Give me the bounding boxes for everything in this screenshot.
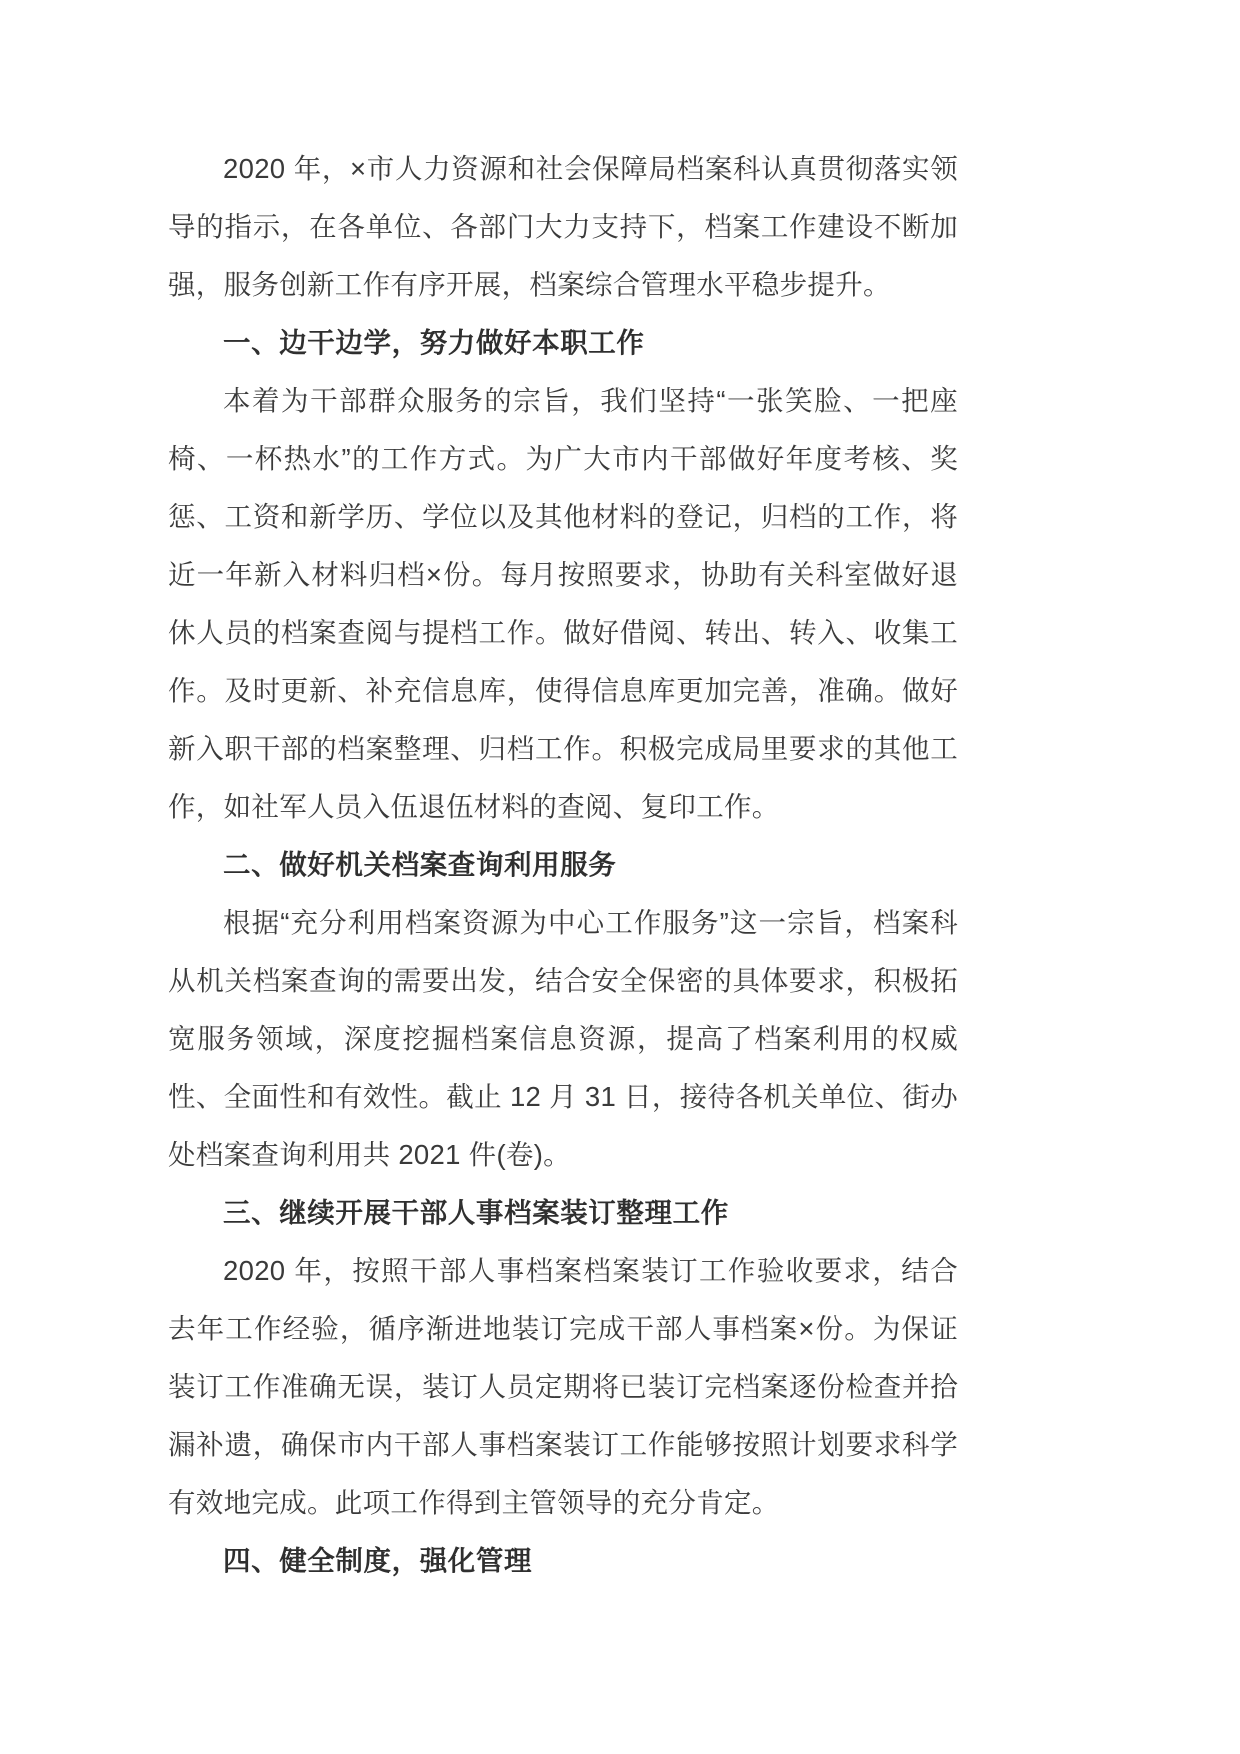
section-heading-2: 二、做好机关档案查询利用服务 (223, 849, 617, 880)
intro-paragraph: 2020 年，×市人力资源和社会保障局档案科认真贯彻落实领导的指示，在各单位、各部门大力支持下，档案工作建设不断加强，服务创新工作有序开展，档案综合管理水平稳步提升。 (168, 153, 958, 300)
section-heading-4: 四、健全制度，强化管理 (223, 1545, 533, 1576)
section-1-paragraph: 本着为干部群众服务的宗旨，我们坚持“一张笑脸、一把座椅、一杯热水”的工作方式。为广大市内干部做好年度考核、奖惩、工资和新学历、学位以及其他材料的登记，归档的工作，将近一年新入材料归档×份。每月按照要求，协助有关科室做好退休人员的档案查阅与提档工作。做好借阅、转出、转入、收集工作。及时更新、补充信息库，使得信息库更加完善，准确。做好新入职干部的档案整理、归档工作。积极完成局里要求的其他工作，如社军人员入伍退伍材料的查阅、复印工作。 (168, 385, 958, 822)
document-body (168, 140, 958, 1590)
section-3-paragraph: 2020 年，按照干部人事档案档案装订工作验收要求，结合去年工作经验，循序渐进地装订完成干部人事档案×份。为保证装订工作准确无误，装订人员定期将已装订完档案逐份检查并拾漏补遗，确保市内干部人事档案装订工作能够按照计划要求科学有效地完成。此项工作得到主管领导的充分肯定。 (168, 1255, 958, 1518)
section-heading-3: 三、继续开展干部人事档案装订整理工作 (223, 1197, 729, 1228)
section-2-paragraph: 根据“充分利用档案资源为中心工作服务”这一宗旨，档案科从机关档案查询的需要出发，结合安全保密的具体要求，积极拓宽服务领域，深度挖掘档案信息资源，提高了档案利用的权威性、全面性和有效性。截止 12 月 31 日，接待各机关单位、街办处档案查询利用共 2021 件(卷)。 (168, 907, 958, 1170)
section-heading-1: 一、边干边学，努力做好本职工作 (223, 327, 645, 358)
